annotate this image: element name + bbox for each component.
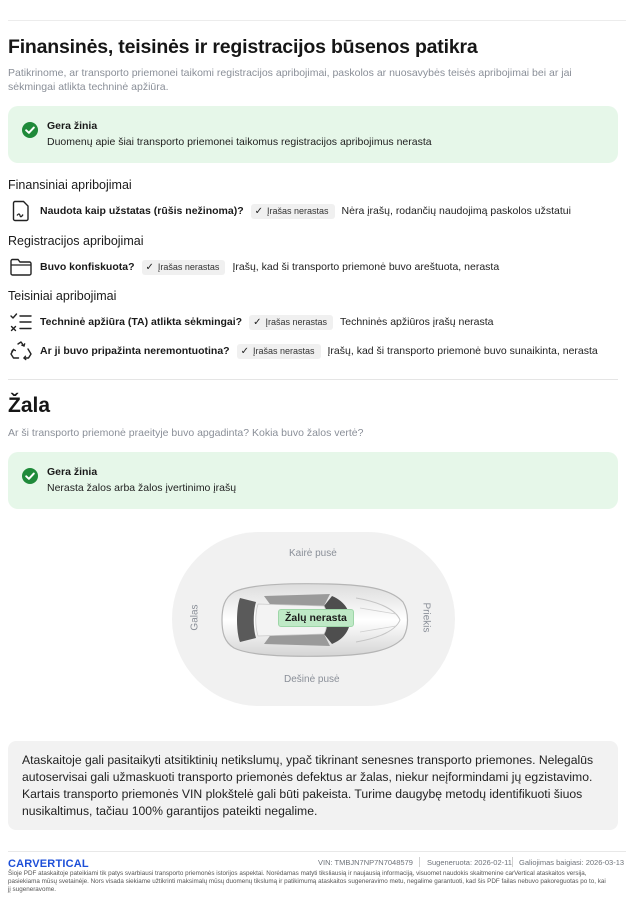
good-news-title: Gera žinia	[47, 466, 98, 478]
check-icon: ✓	[253, 316, 262, 328]
check-row	[8, 340, 598, 362]
damage-subtitle: Ar ši transporto priemonė praeityje buvo apgadinta? Kokia buvo žalos vertė?	[8, 427, 364, 439]
meta-separator	[419, 857, 420, 867]
document-icon	[8, 200, 34, 222]
row-question: Naudota kaip užstatas (rūšis nežinoma)?	[40, 205, 244, 217]
section-heading-financial: Finansiniai apribojimai	[8, 178, 132, 192]
recycle-icon	[8, 340, 34, 362]
section-divider	[8, 379, 618, 380]
carvertical-logo: CARVERTICAL	[8, 858, 89, 870]
damage-title: Žala	[8, 394, 51, 417]
car-damage-diagram	[172, 532, 455, 706]
section-heading-registration: Registracijos apribojimai	[8, 234, 144, 248]
page-subtitle: Patikrinome, ar transporto priemonei taikomi registracijos apribojimai, paskolos ar nuosavybės teisės apribojimai bei ar jai sėkmingai atlikta techninė apžiūra.	[8, 67, 572, 93]
status-badge	[251, 204, 335, 219]
footer-vin: VIN: TMBJN7NP7N7048579	[318, 858, 413, 867]
section-heading-legal: Teisiniai apribojimai	[8, 289, 117, 303]
check-icon: ✓	[254, 205, 264, 217]
good-news-title: Gera žinia	[47, 120, 98, 132]
good-news-text: Nerasta žalos arba žalos įvertinimo įrašų	[47, 482, 237, 494]
footer-disclaimer: Šioje PDF ataskaitoje pateikiami tik patys svarbiausi transporto priemonės istorijos aspektai. Norėdamas matyti tiksliausią ir naujausią informaciją, visuomet naudokis skaitmenine carVertical ataskaitos versija, pasiekiama mūsų svetainėje. Nors visada siekiame užtikrinti maksimalų mūsų duomenų tikslumą ir patikimumą ataskaitos sugeneravimo metu, negalime garantuoti, kad šis PDF failas nebuvo pakoreguotas po to, kai jį sugeneravome.	[8, 870, 606, 893]
check-icon: ✓	[240, 345, 249, 357]
row-answer: Nėra įrašų, rodančių naudojimą paskolos užstatui	[341, 205, 571, 217]
disclaimer-note: Ataskaitoje gali pasitaikyti atsitiktinių netikslumų, ypač tikrinant senesnes transporto priemones. Nelegalūs autoservisai gali užmaskuoti transporto priemonės defektus ar žalas, niekur neįformindami jų egzistavimo. Kartais transporto priemonės VIN plokštelė gali būti pakeista. Turime daugybę metodų identifikuoti šiuos nusikaltimus, tačiau 100% garantijos pateikti negalime.	[8, 741, 618, 830]
row-answer: Įrašų, kad ši transporto priemonė buvo areštuota, nerasta	[232, 261, 500, 273]
row-question: Ar ji buvo pripažinta neremontuotina?	[40, 345, 230, 357]
row-question: Techninė apžiūra (TA) atlikta sėkmingai?	[40, 316, 243, 328]
label-back: Galas	[189, 604, 201, 631]
badge-label: Įrašas nerastas	[265, 317, 327, 327]
top-divider	[8, 20, 626, 21]
label-left-side: Kairė pusė	[289, 548, 337, 559]
check-row	[8, 311, 494, 333]
footer-generated: Sugeneruota: 2026-02-11	[427, 858, 512, 867]
check-circle-icon	[22, 122, 38, 138]
row-answer: Techninės apžiūros įrašų nerasta	[340, 316, 494, 328]
good-news-text: Duomenų apie šiai transporto priemonei taikomus registracijos apribojimus nerasta	[47, 136, 432, 148]
meta-separator	[512, 857, 513, 867]
badge-label: Įrašas nerastas	[267, 206, 329, 216]
folder-icon	[8, 256, 34, 278]
label-front: Priekis	[420, 602, 432, 633]
damage-status-tag: Žalų nerasta	[278, 609, 354, 627]
row-answer: Įrašų, kad ši transporto priemonė buvo sunaikinta, nerasta	[327, 345, 598, 357]
status-badge	[249, 315, 333, 330]
badge-label: Įrašas nerastas	[157, 262, 220, 272]
badge-label: Įrašas nerastas	[252, 346, 315, 356]
page-title: Finansinės, teisinės ir registracijos būsenos patikra	[8, 36, 478, 58]
footer-divider	[8, 851, 626, 852]
good-news-box-damage	[8, 452, 618, 509]
check-circle-icon	[22, 468, 38, 484]
good-news-box	[8, 106, 618, 163]
check-icon: ✓	[145, 261, 154, 273]
footer-valid: Galiojimas baigiasi: 2026-03-13	[519, 858, 625, 867]
check-row	[8, 256, 499, 278]
status-badge	[237, 344, 321, 359]
label-right-side: Dešinė pusė	[284, 674, 340, 685]
row-question: Buvo konfiskuota?	[40, 261, 135, 273]
status-badge	[142, 260, 226, 275]
check-row	[8, 200, 571, 222]
checklist-icon	[8, 311, 34, 333]
